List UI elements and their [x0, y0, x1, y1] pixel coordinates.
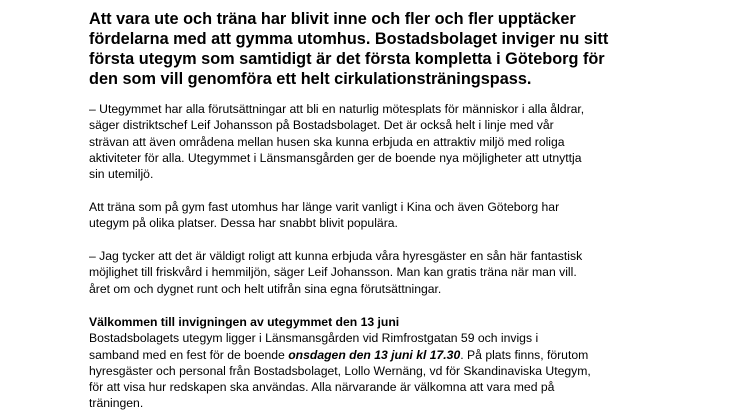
paragraph-line: säger distriktschef Leif Johansson på Bostadsbolaget. Det är också helt i linje med vår: [89, 118, 554, 133]
lead-line: fördelarna med att gymma utomhus. Bostadsbolaget inviger nu sitt: [89, 30, 609, 48]
body-paragraph-quote-2: [89, 248, 729, 297]
paragraph-text: samband med en fest för de boende: [89, 347, 289, 362]
paragraph-line: hyresgäster och personal från Bostadsbolaget, Lollo Wernäng, vd för Skandinaviska Utegym,: [89, 363, 591, 378]
paragraph-line: Att träna som på gym fast utomhus har länge varit vanligt i Kina och även Göteborg har: [89, 200, 560, 214]
paragraph-line: – Jag tycker att det är väldigt roligt att kunna erbjuda våra hyresgäster en sån här fantastisk: [89, 249, 583, 263]
invitation-section: [89, 314, 729, 412]
body-paragraph-quote-1: [89, 101, 729, 182]
paragraph-line-with-emphasis: [89, 347, 729, 363]
lead-paragraph: [89, 9, 729, 89]
paragraph-line: – Utegymmet har alla förutsättningar att bli en naturlig mötesplats för människor i alla åldrar,: [89, 102, 585, 116]
lead-line: den som vill genomföra ett helt cirkulationsträningspass.: [89, 70, 532, 88]
paragraph-line: för att visa hur redskapen ska användas. Alla närvarande är välkomna att vara med på: [89, 380, 555, 395]
invitation-heading: Välkommen till invigningen av utegymmet den 13 juni: [89, 315, 400, 329]
paragraph-line: strävan att även områdena mellan husen ska kunna erbjuda en attraktiv miljö med roliga: [89, 134, 565, 149]
paragraph-line: träningen.: [89, 396, 144, 411]
paragraph-line: utegym på olika platser. Dessa har snabbt blivit populära.: [89, 216, 398, 231]
lead-line: Att vara ute och träna har blivit inne och fler och fler upptäcker: [89, 10, 576, 28]
paragraph-line: möjlighet till friskvård i hemmiljön, säger Leif Johansson. Man kan gratis träna när man vill.: [89, 265, 577, 280]
paragraph-line: året om och dygnet runt och helt utifrån sina egna förutsättningar.: [89, 281, 442, 296]
paragraph-line: aktiviteter för alla. Utegymmet i Länsmansgården ger de boende nya möjligheter att utnyttja: [89, 150, 582, 165]
paragraph-text: . På plats finns, förutom: [460, 347, 589, 362]
event-date-emphasis: onsdagen den 13 juni kl 17.30: [288, 347, 461, 362]
paragraph-line: sin utemiljö.: [89, 167, 154, 182]
lead-line: första utegym som samtidigt är det första kompletta i Göteborg för: [89, 50, 605, 68]
paragraph-line: Bostadsbolagets utegym ligger i Länsmansgården vid Rimfrostgatan 59 och invigs i: [89, 331, 539, 346]
body-paragraph-background: [89, 199, 729, 232]
